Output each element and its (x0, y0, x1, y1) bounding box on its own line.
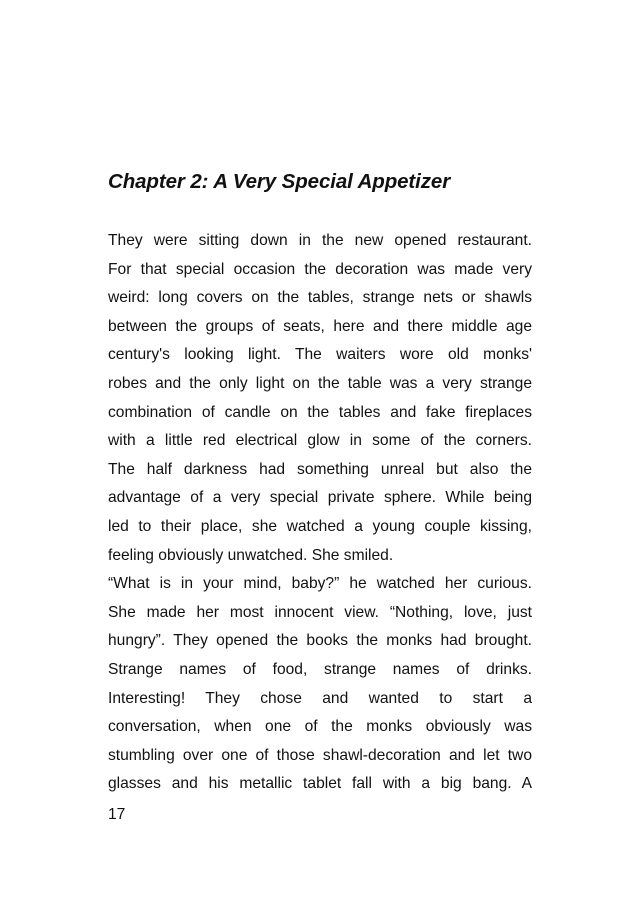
page-number: 17 (108, 806, 126, 823)
text-line: feeling obviously unwatched. She smiled. (108, 546, 394, 564)
text-line: with a little red electrical glow in some of the corners. (108, 432, 532, 450)
text-line: glasses and his metallic tablet fall with a big bang. A (108, 775, 532, 793)
chapter-title: Chapter 2: A Very Special Appetizer (108, 170, 451, 193)
text-line: led to their place, she watched a young couple kissing, (108, 517, 532, 535)
text-line: weird: long covers on the tables, strange nets or shawls (108, 289, 532, 307)
text-line: The half darkness had something unreal but also the (108, 460, 532, 478)
text-line: hungry”. They opened the books the monks had brought. (108, 632, 532, 650)
text-line: She made her most innocent view. “Nothing, love, just (108, 603, 532, 621)
text-line: For that special occasion the decoration was made very (108, 260, 532, 278)
text-line: Interesting! They chose and wanted to start a (108, 689, 532, 707)
text-line: conversation, when one of the monks obviously was (108, 718, 532, 736)
text-line: century's looking light. The waiters wore old monks' (108, 346, 532, 364)
text-line: They were sitting down in the new opened restaurant. (108, 232, 532, 249)
text-line: combination of candle on the tables and fake fireplaces (108, 403, 532, 421)
text-line: advantage of a very special private sphere. While being (108, 489, 532, 507)
text-line: robes and the only light on the table was a very strange (108, 374, 532, 392)
text-line: between the groups of seats, here and there middle age (108, 317, 532, 335)
text-line: stumbling over one of those shawl-decoration and let two (108, 746, 532, 764)
text-line: Strange names of food, strange names of drinks. (108, 660, 532, 678)
chapter-body-text (108, 227, 532, 799)
text-line: “What is in your mind, baby?” he watched her curious. (108, 575, 532, 593)
